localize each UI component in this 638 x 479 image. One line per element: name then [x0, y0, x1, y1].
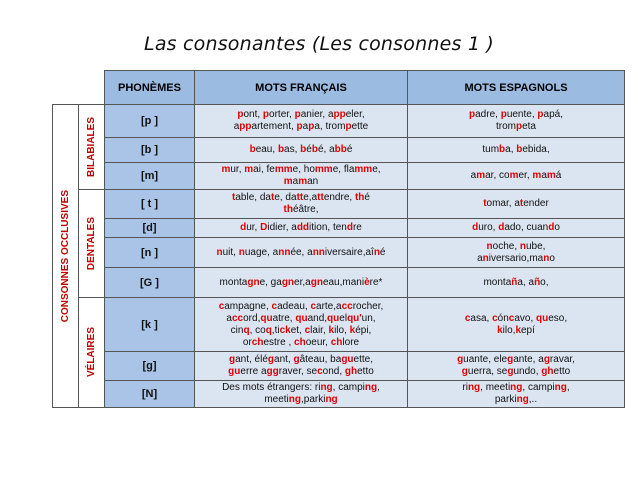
highlighted-letters: mm — [354, 164, 373, 175]
highlighted-letters: c — [218, 300, 225, 312]
highlighted-letters: g — [293, 354, 300, 365]
highlighted-letters: b — [516, 144, 523, 155]
highlighted-letters: k — [515, 324, 521, 336]
highlighted-letters: g — [267, 354, 275, 365]
header-row — [53, 71, 625, 105]
table-row — [53, 381, 625, 408]
table-row — [53, 190, 625, 219]
side-label-dentales: DENTALES — [79, 190, 105, 298]
highlighted-letters: gg — [266, 366, 279, 377]
highlighted-letters: ng — [467, 382, 481, 393]
highlighted-letters: gh — [344, 366, 358, 377]
highlighted-letters: q — [243, 324, 250, 336]
header-phonemes: PHONÈMES — [105, 71, 195, 105]
highlighted-letters: n — [216, 246, 223, 258]
highlighted-letters: k — [349, 324, 356, 336]
highlighted-letters: qu' — [347, 312, 362, 324]
header-spanish: MOTS ESPAGNOLS — [408, 71, 625, 105]
highlighted-letters: nn — [312, 246, 325, 258]
phoneme-cell: [b ] — [105, 138, 195, 163]
highlighted-letters: p — [469, 109, 476, 120]
highlighted-letters: g — [228, 354, 236, 365]
french-words: pont, porter, panier, appeler, appartement, papa, trompette — [195, 105, 408, 138]
highlighted-letters: p — [308, 121, 315, 132]
highlighted-letters: ch — [294, 336, 306, 348]
highlighted-letters: g — [507, 366, 514, 377]
highlighted-letters: g — [461, 366, 468, 377]
highlighted-letters: cc — [231, 312, 244, 324]
highlighted-letters: d — [472, 222, 479, 233]
highlighted-letters: t — [483, 198, 487, 209]
highlighted-letters: m — [509, 170, 519, 181]
phoneme-cell: [p ] — [105, 105, 195, 138]
french-words: montagne, gagner,agneau,manière* — [195, 268, 408, 298]
highlighted-letters: ng — [554, 382, 567, 393]
phoneme-cell: [G ] — [105, 268, 195, 298]
highlighted-letters: tt — [317, 192, 324, 203]
highlighted-letters: ch — [330, 336, 343, 348]
highlighted-letters: k — [497, 324, 503, 336]
phoneme-cell: [N] — [105, 381, 195, 408]
french-words: beau, bas, bébé, abbé — [195, 138, 408, 163]
highlighted-letters: m — [283, 176, 293, 187]
page-title: Las consonantes (Les consonnes 1 ) — [144, 33, 494, 55]
highlighted-letters: ng — [320, 382, 333, 393]
highlighted-letters: c — [508, 312, 515, 324]
highlighted-letters: ck — [279, 324, 291, 336]
highlighted-letters: g — [543, 354, 550, 365]
table-row — [53, 138, 625, 163]
highlighted-letters: th — [283, 204, 293, 215]
highlighted-letters: gh — [541, 366, 554, 377]
highlighted-letters: ñ — [511, 276, 518, 288]
highlighted-letters: b — [249, 144, 256, 155]
table-row — [53, 238, 625, 268]
highlighted-letters: ng — [510, 382, 523, 393]
french-words: campagne, cadeau, carte,accrocher, accord,quatre, quand,quelqu'un, cinq, coq,ticket, clair, kilo, képi, orchestre , choeur, chlore — [195, 298, 408, 352]
highlighted-letters: c — [492, 312, 498, 324]
highlighted-letters: t — [519, 198, 524, 209]
highlighted-letters: p — [537, 109, 544, 120]
highlighted-letters: c — [304, 324, 311, 336]
highlighted-letters: b — [311, 144, 318, 155]
highlighted-letters: t — [232, 192, 236, 203]
highlighted-letters: b — [277, 144, 285, 155]
header-blank — [53, 71, 105, 105]
highlighted-letters: m — [244, 164, 254, 175]
highlighted-letters: p — [515, 121, 523, 132]
highlighted-letters: d — [346, 222, 353, 233]
highlighted-letters: m — [546, 170, 556, 181]
spanish-words: tomar, atender — [408, 190, 625, 219]
highlighted-letters: mm — [314, 164, 333, 175]
highlighted-letters: n — [519, 240, 526, 252]
highlighted-letters: gn — [310, 276, 323, 288]
highlighted-letters: n — [486, 240, 493, 252]
highlighted-letters: gn — [247, 276, 260, 288]
spanish-words: tumba, bebida, — [408, 138, 625, 163]
highlighted-letters: q — [265, 324, 272, 336]
french-words: gant, élégant, gâteau, baguette, guerre aggraver, second, ghetto — [195, 352, 408, 381]
highlighted-letters: ng — [364, 382, 378, 393]
spanish-words: casa, cóncavo, queso, kilo,kepí — [408, 298, 625, 352]
phoneme-cell: [ t ] — [105, 190, 195, 219]
highlighted-letters: bb — [334, 144, 347, 155]
highlighted-letters: nn — [278, 246, 291, 258]
table-row — [53, 163, 625, 190]
phoneme-cell: [n ] — [105, 238, 195, 268]
french-words: Des mots étrangers: ring, camping, meeting,parking — [195, 381, 408, 408]
spanish-words: amar, comer, mamá — [408, 163, 625, 190]
spanish-words: montaña, año, — [408, 268, 625, 298]
table-row — [53, 105, 625, 138]
highlighted-letters: m — [298, 176, 308, 187]
highlighted-letters: ng — [288, 394, 301, 405]
highlighted-letters: è — [364, 276, 370, 288]
highlighted-letters: c — [271, 300, 278, 312]
french-words: nuit, nuage, année, anniversaire,aîné — [195, 238, 408, 268]
highlighted-letters: gu — [228, 366, 241, 377]
highlighted-letters: dd — [296, 222, 310, 233]
french-words: table, date, datte,attendre, thé théâtre, — [195, 190, 408, 219]
highlighted-letters: gu — [341, 354, 354, 365]
highlighted-letters: qu — [260, 312, 273, 324]
highlighted-letters: p — [294, 109, 301, 120]
phoneme-cell: [k ] — [105, 298, 195, 352]
highlighted-letters: g — [457, 354, 464, 365]
side-label-occlusives: CONSONNES OCCLUSIVES — [53, 105, 79, 408]
highlighted-letters: m — [476, 170, 486, 181]
highlighted-letters: cc — [341, 300, 353, 312]
highlighted-letters: c — [317, 366, 323, 377]
highlighted-letters: qu — [327, 312, 340, 324]
table-row — [53, 298, 625, 352]
highlighted-letters: gn — [281, 276, 295, 288]
spanish-words: noche, nube, aniversario,mano — [408, 238, 625, 268]
highlighted-letters: qu — [295, 312, 308, 324]
highlighted-letters: tt — [296, 192, 304, 203]
phoneme-cell: [d] — [105, 219, 195, 238]
table-row — [53, 268, 625, 298]
highlighted-letters: n — [543, 252, 550, 264]
highlighted-letters: pp — [333, 109, 346, 120]
highlighted-letters: b — [499, 144, 506, 155]
highlighted-letters: k — [328, 324, 335, 336]
highlighted-letters: qu — [536, 312, 549, 324]
french-words: mur, mai, femme, homme, flamme, maman — [195, 163, 408, 190]
highlighted-letters: p — [262, 109, 270, 120]
highlighted-letters: p — [296, 121, 303, 132]
highlighted-letters: pp — [239, 121, 252, 132]
highlighted-letters: d — [548, 222, 555, 233]
highlighted-letters: ch — [251, 336, 264, 348]
phoneme-cell: [g] — [105, 352, 195, 381]
side-label-bilabiales: BILABIALES — [79, 105, 105, 190]
highlighted-letters: ng — [325, 394, 338, 405]
highlighted-letters: n — [482, 252, 489, 264]
header-french: MOTS FRANÇAIS — [195, 71, 408, 105]
highlighted-letters: D — [260, 222, 268, 233]
highlighted-letters: ng — [516, 394, 529, 405]
table-row — [53, 219, 625, 238]
highlighted-letters: d — [498, 222, 505, 233]
highlighted-letters: p — [237, 109, 244, 120]
highlighted-letters: t — [270, 192, 275, 203]
french-words: dur, Didier, addition, tendre — [195, 219, 408, 238]
spanish-words: padre, puente, papá, trompeta — [408, 105, 625, 138]
table-row — [53, 352, 625, 381]
highlighted-letters: b — [300, 144, 307, 155]
side-label-velaires: VÉLAIRES — [79, 298, 105, 408]
spanish-words: ring, meeting, camping, parking,.. — [408, 381, 625, 408]
highlighted-letters: d — [240, 222, 247, 233]
highlighted-letters: n — [238, 246, 245, 258]
highlighted-letters: ñ — [534, 276, 541, 288]
highlighted-letters: m — [532, 170, 542, 181]
highlighted-letters: mm — [274, 164, 293, 175]
highlighted-letters: p — [345, 121, 352, 132]
consonants-table — [52, 70, 625, 408]
highlighted-letters: n — [373, 246, 380, 258]
highlighted-letters: c — [310, 300, 317, 312]
highlighted-letters: c — [464, 312, 471, 324]
spanish-words: guante, elegante, agravar, guerra, segundo, ghetto — [408, 352, 625, 381]
highlighted-letters: th — [354, 192, 365, 203]
highlighted-letters: m — [221, 164, 231, 175]
phoneme-cell: [m] — [105, 163, 195, 190]
highlighted-letters: g — [507, 354, 514, 365]
highlighted-letters: p — [500, 109, 507, 120]
spanish-words: duro, dado, cuando — [408, 219, 625, 238]
